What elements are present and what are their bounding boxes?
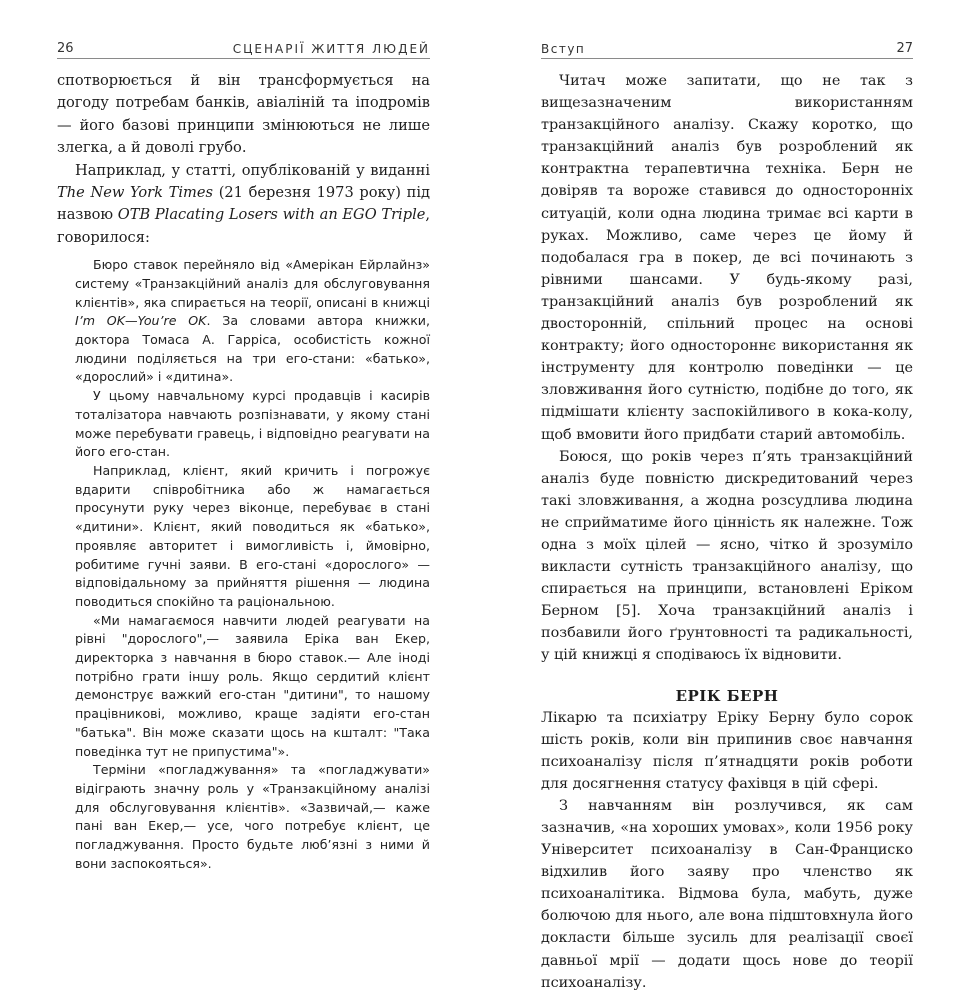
left-page-number: 26 — [57, 41, 74, 56]
right-page-number: 27 — [896, 41, 913, 56]
section-heading: ЕРІК БЕРН — [675, 686, 779, 705]
quote-paragraph: Терміни «погладжування» та «погладжувати» відіграють значну роль у «Транзакційному аналізі для обслуговування клієнтів». «Зазвичай,— каже пані ван Екер,— усе, чого потребує клієнт, це погладжування. Просто будьте люб’язні з ними й вони заспокояться». — [75, 762, 430, 871]
right-page — [541, 0, 913, 991]
paragraph: Читач може запитати, що не так з вищезазначеним використанням транзакційного аналізу. Скажу коротко, що транзакційний аналіз був розроблений як контрактна терапевтична техніка. Берн не довіряв та вороже ставився до односторонніх ситуацій, коли одна людина тримає всі карти в руках. Можливо, саме через це йому й подобалася гра в покер, де всі починають з рівними шансами. У будь-якому разі, транзакційний аналіз був розроблений як двосторонній, спільний процес на основі контракту; його одностороннє використання як інструменту для контролю поведінки — це зловживання його сутністю, подібне до того, як підмішати клієнту заспокійливого в кока-колу, щоб вмовити його придбати старий автомобіль. — [541, 73, 913, 443]
paragraph: З навчанням він розлучився, як сам зазначив, «на хороших умовах», коли 1956 року Університет психоаналізу в Сан-Франциско відхилив його заяву про членство як психоаналітика. Відмова була, мабуть, дуже болючою для нього, але вона підштовхнула його докласти більше зусиль для реалізації своєї давньої мрії — додати щось нове до теорії психоаналізу. — [541, 797, 913, 991]
right-body — [541, 70, 913, 994]
left-body — [57, 70, 430, 877]
right-running-head — [541, 40, 913, 59]
italic-title: The New York Times — [57, 184, 214, 202]
paragraph: Боюся, що років через п’ять транзакційний аналіз буде повністю дискредитований через такі зловживання, а жодна розсудлива людина не сприйматиме його цінність як належне. Тож одна з моїх цілей — ясно, чітко й зрозуміло викласти сутність транзакційного аналізу, що спирається на принципи, встановлені Еріком Берном [5]. Хоча транзакційний аналіз і позбавили його ґрунтовності та радикальності, у цій книжці я сподіваюсь їх відновити. — [541, 448, 913, 664]
paragraph: спотворюється й він трансформується на догоду потребам банків, авіаліній та іподромів — його базові принципи змінюються не лише злегка, а й доволі грубо. — [57, 72, 430, 157]
paragraph: Наприклад, у статті, опублікованій у виданні The New York Times (21 березня 1973 року) під назвою OTB Placating Losers with an EGO Triple, говорилося: — [57, 161, 431, 246]
left-running-head — [57, 40, 430, 59]
quote-paragraph: У цьому навчальному курсі продавців і касирів тоталізатора навчають розпізнавати, у якому стані може перебувати гравець, і відповідно реагувати на його его-стан. — [75, 388, 430, 460]
block-quote — [75, 256, 430, 873]
quote-paragraph: Бюро ставок перейняло від «Амерікан Ейрлайнз» систему «Транзакційний аналіз для обслуговування клієнтів», яка спирається на теорії, описані в книжці I’m OK—You’re OK. За словами автора книжки, доктора Томаса А. Гарріса, особистість кожної людини поділяється на три его-стани: «батько», «дорослий» і «дитина». — [75, 257, 430, 385]
quote-paragraph: «Ми намагаємося навчити людей реагувати на рівні "дорослого",— заявила Еріка ван Екер, директорка з навчання в бюро ставок.— Але іноді потрібно грати іншу роль. Якщо сердитий клієнт демонструє важкий его-стан "дитини", то нашому працівникові, можливо, краще задіяти его-стан "батька". Він може сказати щось на кшталт: "Така поведінка тут не припустима"». — [75, 612, 430, 759]
left-running-title: СЦЕНАРІЇ ЖИТТЯ ЛЮДЕЙ — [232, 42, 430, 56]
left-page — [57, 0, 431, 871]
right-running-title: Вступ — [541, 42, 586, 56]
italic-title: I’m OK—You’re OK — [75, 313, 207, 329]
italic-title: OTB Placating Losers with an EGO Triple — [117, 206, 426, 224]
paragraph: Лікарю та психіатру Еріку Берну було сорок шість років, коли він припинив своє навчання психоаналізу після п’ятнадцяти років роботи для досягнення статусу фахівця в цій сфері. — [541, 709, 913, 792]
quote-paragraph: Наприклад, клієнт, який кричить і погрожує вдарити співробітника або ж намагається просунути руку через віконце, перебуває в стані «дитини». Клієнт, який поводиться як «батько», проявляє авторитет і вимогливість і, ймовірно, робитиме гучні заяви. В его-стані «дорослого» — відповідальному за прийняття рішення — людина поводиться спокійно та раціональною. — [75, 462, 430, 609]
